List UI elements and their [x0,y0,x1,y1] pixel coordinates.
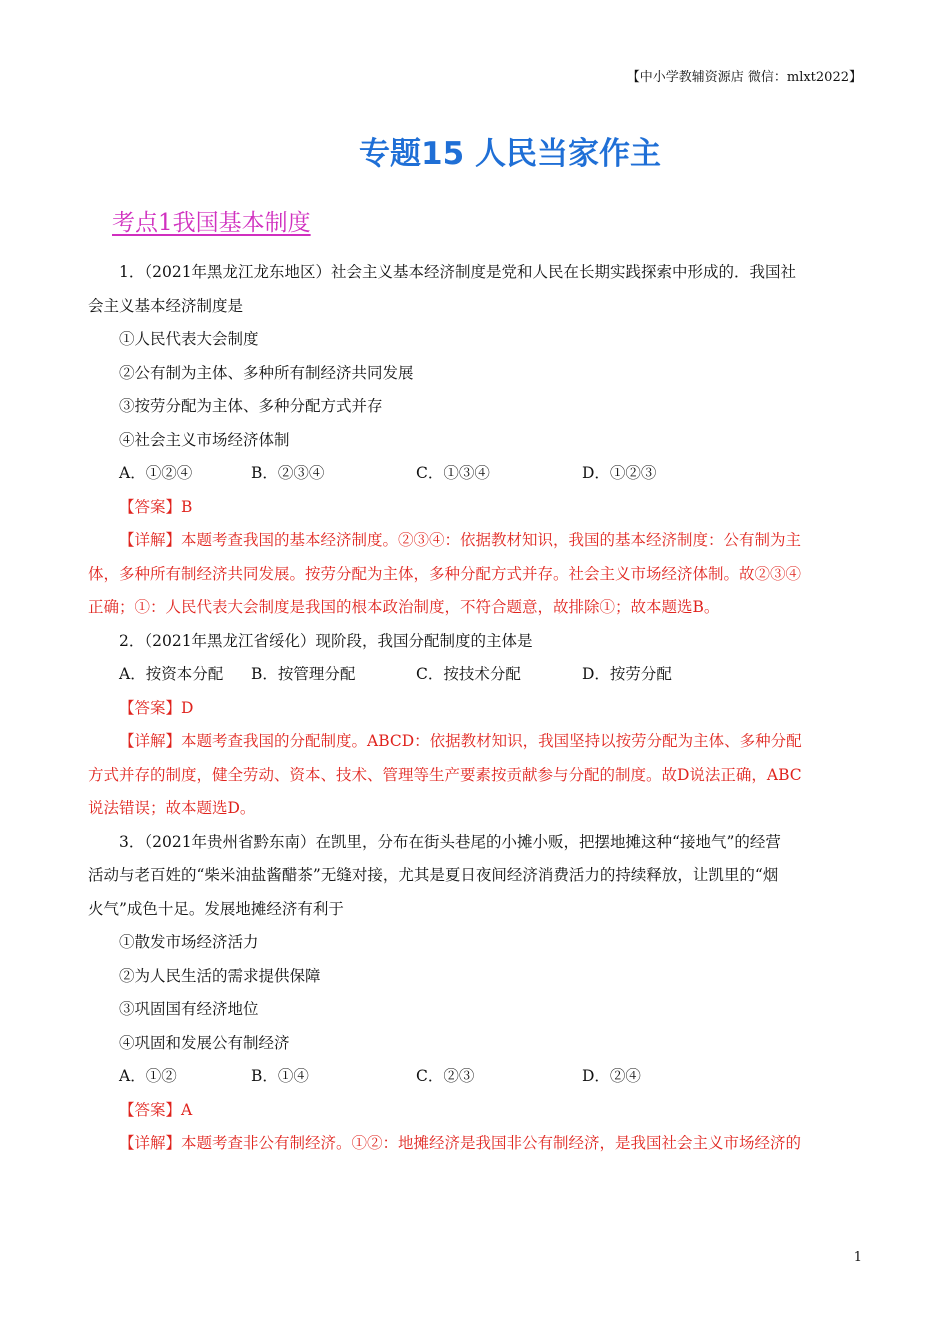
question-1-item: ②公有制为主体、多种所有制经济共同发展 [119,363,414,382]
question-3-stem-line: 3．（2021年贵州省黔东南）在凯里，分布在街头巷尾的小摊小贩，把摆地摊这种“接地气”的经营 [119,832,781,851]
question-1-item: ③按劳分配为主体、多种分配方式并存 [119,397,383,415]
option-c: C．按技术分配 [416,665,521,683]
question-1-item: ①人民代表大会制度 [119,330,259,348]
question-3-item: ③巩固国有经济地位 [119,1000,259,1018]
question-2-explanation-line: 方式并存的制度，健全劳动、资本、技术、管理等生产要素按贡献参与分配的制度。故D说法正确，ABC [88,765,802,784]
option-c: C．②③ [416,1067,475,1085]
question-1-stem-line: 会主义基本经济制度是 [88,296,244,315]
header-note: 【中小学教辅资源店 微信：mlxt2022】 [626,70,862,85]
question-3-answer: 【答案】A [119,1100,193,1119]
question-3-options [88,1060,863,1094]
option-d: D．①②③ [582,464,657,482]
question-1-answer: 【答案】B [119,497,193,516]
option-a: A．①② [119,1067,177,1085]
option-a: A．①②④ [119,464,193,482]
question-3-item: ④巩固和发展公有制经济 [119,1033,290,1052]
option-b: B．②③④ [251,464,325,482]
question-1-stem-line: 1．（2021年黑龙江龙东地区）社会主义基本经济制度是党和人民在长期实践探索中形成的．我国社 [119,263,797,281]
question-1-options [88,457,863,491]
question-1-explanation-line: 【详解】本题考查我国的基本经济制度。②③④：依据教材知识，我国的基本经济制度：公有制为主 [119,531,802,549]
question-2-options [88,658,863,692]
section-heading: 考点1我国基本制度 [112,210,311,236]
option-c: C．①③④ [416,464,490,482]
question-1-explanation-line: 体，多种所有制经济共同发展。按劳分配为主体，多种分配方式并存。社会主义市场经济体制。故②③④ [88,564,802,583]
content-body [88,256,863,1161]
question-3-stem-line: 火气”成色十足。发展地摊经济有利于 [88,899,344,918]
option-b: B．①④ [251,1067,309,1085]
question-3-item: ②为人民生活的需求提供保障 [119,966,321,985]
page-title: 专题15 人民当家作主 [359,136,661,172]
question-2-stem-line: 2．（2021年黑龙江省绥化）现阶段，我国分配制度的主体是 [119,631,533,650]
question-3-item: ①散发市场经济活力 [119,933,259,951]
option-b: B．按管理分配 [251,665,356,683]
question-2-explanation-line: 【详解】本题考查我国的分配制度。ABCD：依据教材知识，我国坚持以按劳分配为主体、多种分配 [119,732,802,750]
question-1-item: ④社会主义市场经济体制 [119,430,290,449]
question-1-explanation-line: 正确；①：人民代表大会制度是我国的根本政治制度，不符合题意，故排除①；故本题选B。 [88,598,720,616]
page-number: 1 [853,1250,862,1265]
question-3-explanation-line: 【详解】本题考查非公有制经济。①②：地摊经济是我国非公有制经济，是我国社会主义市场经济的 [119,1134,802,1152]
option-a: A．按资本分配 [119,665,224,683]
option-d: D．②④ [582,1067,641,1085]
question-3-stem-line: 活动与老百姓的“柴米油盐酱醋茶”无缝对接，尤其是夏日夜间经济消费活力的持续释放，让凯里的“烟 [88,866,779,884]
question-2-answer: 【答案】D [119,698,194,717]
question-2-explanation-line: 说法错误；故本题选D。 [88,799,256,817]
option-d: D．按劳分配 [582,665,672,683]
